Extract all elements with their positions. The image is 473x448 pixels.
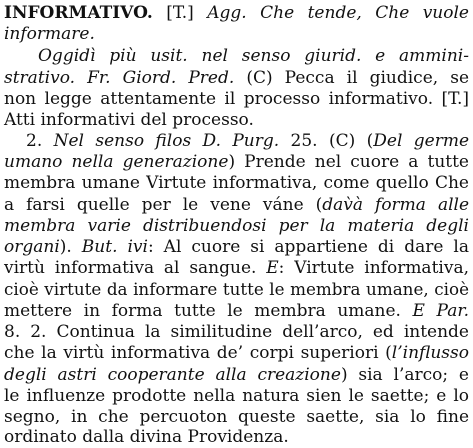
text-run: organi: [4, 237, 60, 257]
text-run: ).: [59, 237, 82, 257]
text-run: informare.: [4, 24, 95, 44]
text-run: membra varie distribuendosi per la materia degli: [4, 216, 469, 236]
text-run: Nel senso filos D. Purg.: [53, 131, 280, 151]
text-line: [4, 300, 469, 322]
text-line: [4, 109, 469, 131]
text-line: [4, 2, 469, 24]
text-run: non legge attentamente il processo informativo. [T.]: [4, 89, 469, 109]
text-run: membra umane Virtute informativa, come quello Che: [4, 173, 469, 193]
text-run: l’influsso: [391, 343, 469, 363]
text-run: dav̀à forma alle: [322, 195, 470, 215]
text-run: ) sia l’arco; e: [340, 365, 469, 385]
text-run: : Virtute informativa,: [278, 258, 469, 278]
text-line: [4, 406, 469, 428]
text-line: [4, 385, 469, 407]
text-line: [4, 278, 469, 300]
text-line: [4, 45, 469, 67]
text-run: mettere in forma tutte le membra umane.: [4, 301, 413, 321]
text-run: ordinato dalla divina Providenza.: [4, 427, 289, 447]
text-run: Del germe: [373, 131, 470, 151]
text-run: ) Prende nel cuore a tutte: [228, 152, 469, 172]
text-line: [4, 172, 469, 194]
text-line: [4, 194, 469, 216]
text-run: : Al cuore si appartiene di dare la: [147, 237, 469, 257]
text-run: E: [266, 258, 279, 278]
text-line: [4, 130, 469, 152]
text-run: Agg. Che tende, Che vuole: [207, 3, 469, 23]
text-run: cioè virtute da informare tutte le membra umane, cioè: [4, 279, 469, 299]
text-run: che la virtù informativa de’ corpi superiori (: [4, 343, 392, 363]
text-line: [4, 321, 469, 343]
text-run: le influenze prodotte nella natura sien le saette; e lo: [4, 386, 469, 406]
text-run: a farsi quelle per le vene váne (: [4, 195, 323, 215]
text-line: [4, 67, 469, 89]
text-run: degli astri cooperante alla creazione: [4, 365, 341, 385]
text-run: Oggidì più usit. nel senso giurid. e ammini-: [38, 46, 469, 66]
text-line: [4, 215, 469, 237]
text-run: But. ivi: [81, 237, 148, 257]
text-run: 2.: [26, 131, 54, 151]
text-line: [4, 364, 469, 386]
text-run: (C) Pecca il giudice, se: [234, 68, 470, 88]
text-line: [4, 342, 469, 364]
text-run: virtù informativa al sangue.: [4, 258, 267, 278]
text-line: [4, 88, 469, 110]
headword: INFORMATIVO.: [4, 3, 153, 23]
text-line: [4, 151, 469, 173]
text-run: Atti informativi del processo.: [4, 110, 254, 130]
text-run: E Par.: [412, 301, 469, 321]
text-line: [4, 257, 469, 279]
text-line: [4, 23, 469, 45]
text-run: 8. 2. Continua la similitudine dell’arco, ed intende: [4, 322, 469, 342]
text-run: segno, in che percuoton queste saette, sia lo fine: [4, 407, 469, 427]
text-line: [4, 236, 469, 258]
text-run: umano nella generazione: [4, 152, 229, 172]
text-run: strativo. Fr. Giord. Pred.: [4, 68, 235, 88]
text-run: [T.]: [152, 3, 208, 23]
text-run: 25. (C) (: [279, 131, 374, 151]
text-line: [4, 426, 469, 448]
